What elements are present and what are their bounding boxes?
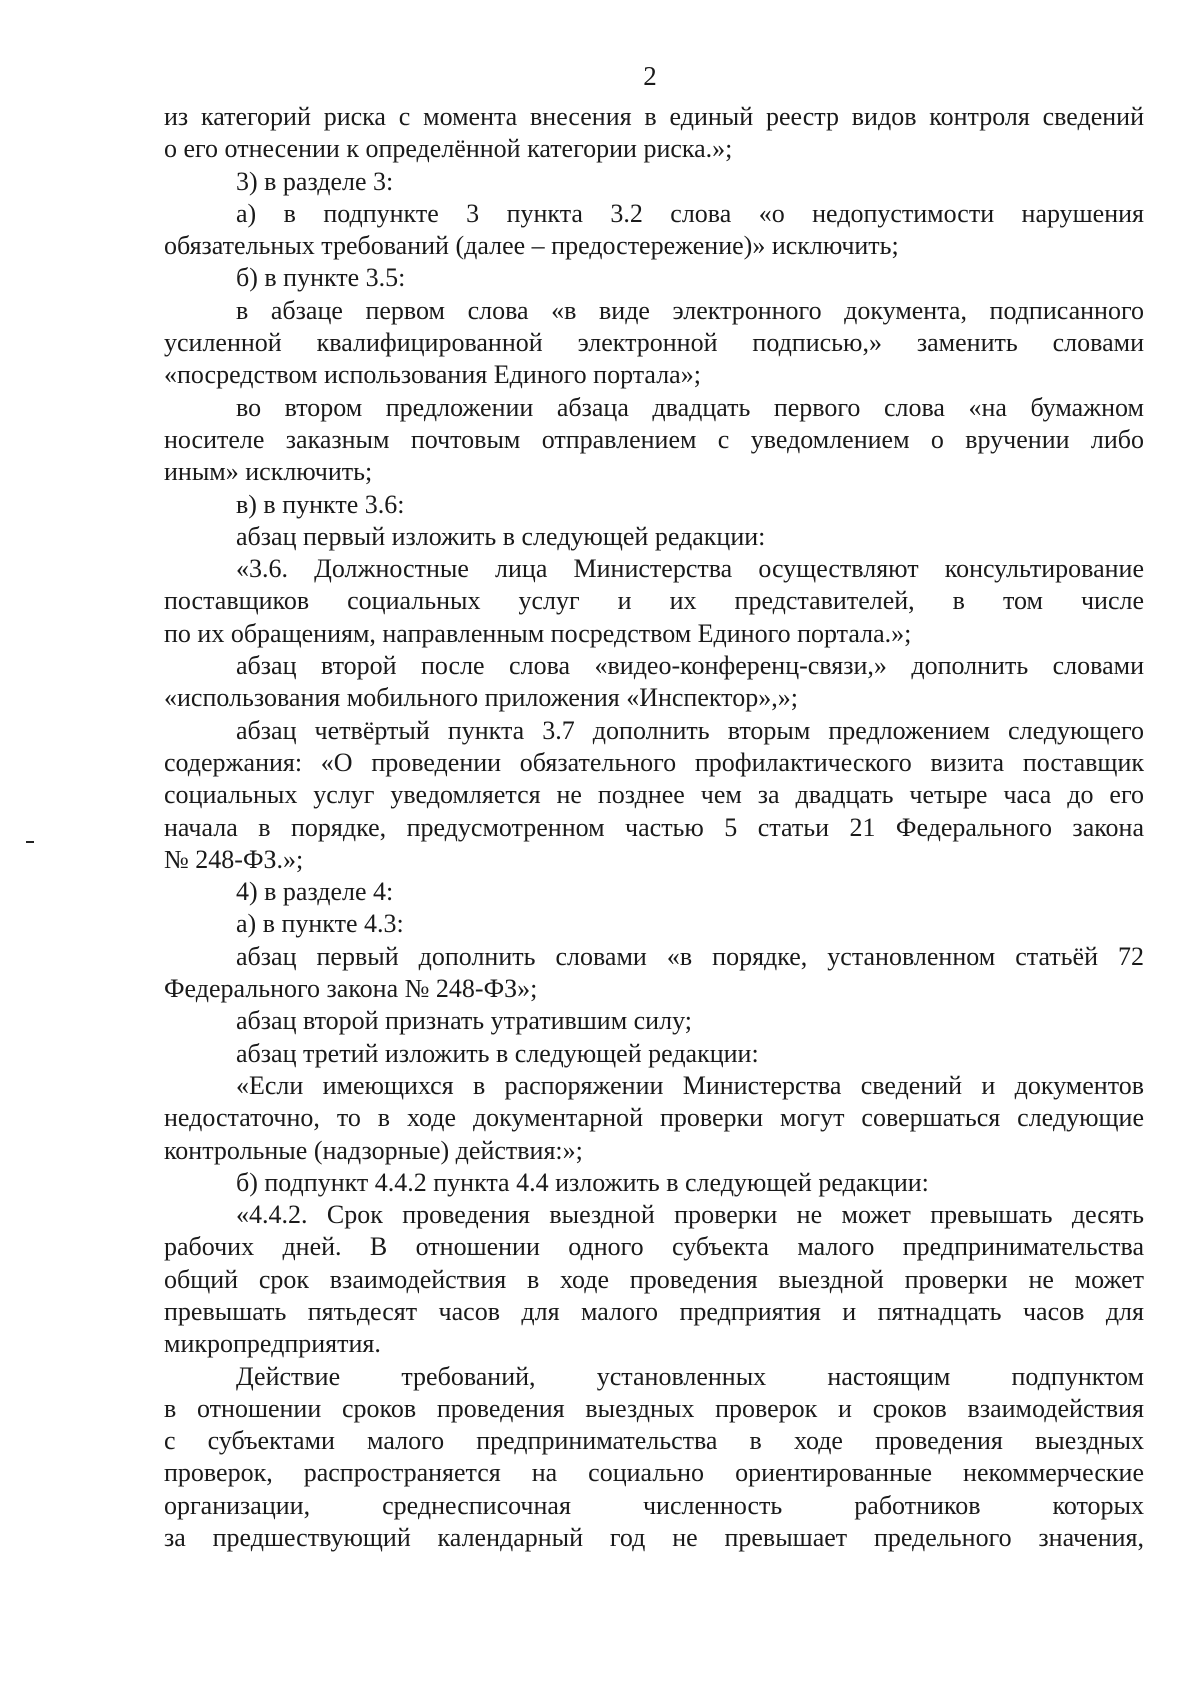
text-line: проверок, распространяется на социально ориентированные некоммерческие bbox=[164, 1458, 1144, 1488]
text-line: а) в пункте 4.3: bbox=[236, 909, 404, 939]
text-line: начала в порядке, предусмотренном частью 5 статьи 21 Федерального закона bbox=[164, 812, 1144, 842]
text-line: абзац второй после слова «видео-конференц-связи,» дополнить словами bbox=[236, 651, 1144, 681]
text-line: «4.4.2. Срок проведения выездной проверки не может превышать десять bbox=[236, 1200, 1144, 1230]
text-line: общий срок взаимодействия в ходе проведения выездной проверки не может bbox=[164, 1264, 1144, 1294]
text-line: контрольные (надзорные) действия:»; bbox=[164, 1135, 583, 1165]
text-line: с субъектами малого предпринимательства в ходе проведения выездных bbox=[164, 1426, 1144, 1456]
text-line: усиленной квалифицированной электронной подписью,» заменить словами bbox=[164, 328, 1144, 358]
text-line: о его отнесении к определённой категории риска.»; bbox=[164, 134, 733, 164]
margin-mark bbox=[26, 841, 34, 843]
text-line: Действие требований, установленных настоящим подпунктом bbox=[236, 1361, 1144, 1391]
text-line: 3) в разделе 3: bbox=[236, 166, 394, 196]
text-line: по их обращениям, направленным посредством Единого портала.»; bbox=[164, 618, 912, 648]
text-line: содержания: «О проведении обязательного профилактического визита поставщик bbox=[164, 747, 1144, 777]
text-line: Федерального закона № 248-ФЗ»; bbox=[164, 974, 538, 1004]
text-line: в абзаце первом слова «в виде электронного документа, подписанного bbox=[236, 295, 1144, 325]
text-line: абзац третий изложить в следующей редакции: bbox=[236, 1038, 759, 1068]
text-line: социальных услуг уведомляется не позднее чем за двадцать четыре часа до его bbox=[164, 780, 1144, 810]
text-line: абзац первый изложить в следующей редакции: bbox=[236, 521, 766, 551]
text-line: «посредством использования Единого портала»; bbox=[164, 360, 701, 390]
text-line: абзац четвёртый пункта 3.7 дополнить вторым предложением следующего bbox=[236, 715, 1144, 745]
text-line: недостаточно, то в ходе документарной проверки могут совершаться следующие bbox=[164, 1103, 1144, 1133]
text-line: из категорий риска с момента внесения в единый реестр видов контроля сведений bbox=[164, 102, 1144, 131]
text-line: обязательных требований (далее – предостережение)» исключить; bbox=[164, 231, 899, 261]
text-line: носителе заказным почтовым отправлением с уведомлением о вручении либо bbox=[164, 424, 1144, 454]
page-number: 2 bbox=[643, 61, 657, 91]
document-body bbox=[164, 101, 1144, 1554]
text-line: превышать пятьдесят часов для малого предприятия и пятнадцать часов для bbox=[164, 1296, 1144, 1326]
text-line: микропредприятия. bbox=[164, 1329, 381, 1359]
text-line: за предшествующий календарный год не превышает предельного значения, bbox=[164, 1523, 1144, 1553]
text-line: № 248-ФЗ.»; bbox=[164, 844, 304, 874]
text-line: абзац второй признать утратившим силу; bbox=[236, 1006, 692, 1036]
text-line: 4) в разделе 4: bbox=[236, 877, 394, 907]
text-line: в) в пункте 3.6: bbox=[236, 489, 405, 519]
text-line: рабочих дней. В отношении одного субъекта малого предпринимательства bbox=[164, 1232, 1144, 1262]
text-line: а) в подпункте 3 пункта 3.2 слова «о недопустимости нарушения bbox=[236, 198, 1144, 228]
text-line: б) в пункте 3.5: bbox=[236, 263, 406, 293]
text-line: «использования мобильного приложения «Инспектор»,»; bbox=[164, 683, 798, 713]
text-line: иным» исключить; bbox=[164, 457, 373, 487]
text-line: в отношении сроков проведения выездных проверок и сроков взаимодействия bbox=[164, 1393, 1144, 1423]
text-line: «Если имеющихся в распоряжении Министерства сведений и документов bbox=[236, 1070, 1144, 1100]
text-line: во втором предложении абзаца двадцать первого слова «на бумажном bbox=[236, 392, 1144, 422]
text-line: абзац первый дополнить словами «в порядке, установленном статьёй 72 bbox=[236, 941, 1144, 971]
text-line: поставщиков социальных услуг и их представителей, в том числе bbox=[164, 586, 1144, 616]
text-line: организации, среднесписочная численность работников которых bbox=[164, 1490, 1144, 1520]
text-line: б) подпункт 4.4.2 пункта 4.4 изложить в следующей редакции: bbox=[236, 1167, 929, 1197]
text-line: «3.6. Должностные лица Министерства осуществляют консультирование bbox=[236, 554, 1144, 584]
